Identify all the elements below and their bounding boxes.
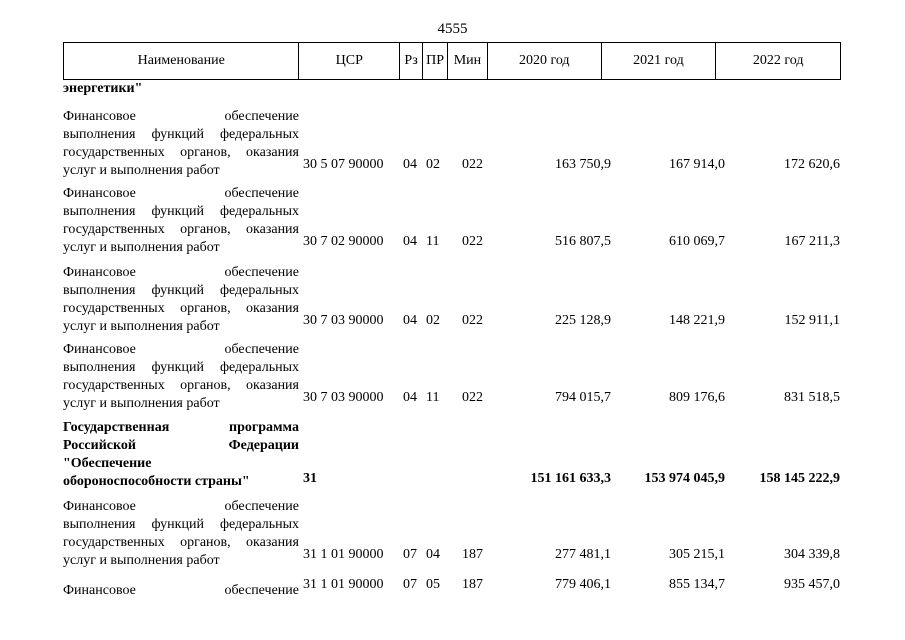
name-line: выполнения функций федеральных <box>63 204 299 219</box>
name-line: услуг и выполнения работ <box>63 319 220 334</box>
header-rz: Рз <box>400 43 423 79</box>
row-name <box>63 419 299 491</box>
row-2021: 153 974 045,9 <box>644 471 725 486</box>
row-2022: 831 518,5 <box>784 390 840 405</box>
name-line: услуг и выполнения работ <box>63 396 220 411</box>
name-line: государственных органов, оказания <box>63 535 299 550</box>
row-pr: 04 <box>426 547 440 562</box>
name-line: Финансовое обеспечение <box>63 583 299 598</box>
row-2020: 225 128,9 <box>555 313 611 328</box>
row-rz: 04 <box>403 234 417 249</box>
name-line: Финансовое обеспечение <box>63 342 299 357</box>
row-min: 022 <box>462 157 483 172</box>
row-name <box>63 108 299 180</box>
row-rz: 04 <box>403 313 417 328</box>
row-csr: 30 7 02 90000 <box>303 234 384 249</box>
name-line: выполнения функций федеральных <box>63 127 299 142</box>
row-2020: 277 481,1 <box>555 547 611 562</box>
row-rz: 07 <box>403 547 417 562</box>
row-min: 022 <box>462 234 483 249</box>
row-pr: 02 <box>426 313 440 328</box>
name-line: государственных органов, оказания <box>63 301 299 316</box>
row-2022: 304 339,8 <box>784 547 840 562</box>
row-rz: 04 <box>403 157 417 172</box>
table-header <box>63 42 841 80</box>
row-rz: 04 <box>403 390 417 405</box>
name-line: Финансовое обеспечение <box>63 499 299 514</box>
row-2020: 779 406,1 <box>555 577 611 592</box>
name-line: "Обеспечение <box>63 456 152 471</box>
row-csr: 30 5 07 90000 <box>303 157 384 172</box>
row-name <box>63 264 299 336</box>
row-2020: 516 807,5 <box>555 234 611 249</box>
row-rz: 07 <box>403 577 417 592</box>
name-line: Финансовое обеспечение <box>63 109 299 124</box>
name-line: обороноспособности страны" <box>63 474 250 489</box>
row-min: 022 <box>462 313 483 328</box>
row-2021: 855 134,7 <box>669 577 725 592</box>
row-csr: 31 <box>303 471 317 486</box>
row-csr: 30 7 03 90000 <box>303 313 384 328</box>
row-csr: 31 1 01 90000 <box>303 547 384 562</box>
row-2021: 305 215,1 <box>669 547 725 562</box>
row-min: 022 <box>462 390 483 405</box>
name-line: выполнения функций федеральных <box>63 283 299 298</box>
row-pr: 11 <box>426 234 440 249</box>
row-name <box>63 341 299 413</box>
row-2020: 794 015,7 <box>555 390 611 405</box>
row-2021: 610 069,7 <box>669 234 725 249</box>
row-pr: 02 <box>426 157 440 172</box>
row-2022: 167 211,3 <box>784 234 840 249</box>
row-min: 187 <box>462 577 483 592</box>
row-min: 187 <box>462 547 483 562</box>
name-line: государственных органов, оказания <box>63 222 299 237</box>
row-csr: 31 1 01 90000 <box>303 577 384 592</box>
row-2022: 152 911,1 <box>784 313 840 328</box>
name-line: государственных органов, оказания <box>63 378 299 393</box>
row-2021: 148 221,9 <box>669 313 725 328</box>
name-line: Российской Федерации <box>63 438 299 453</box>
header-2022: 2022 год <box>752 53 804 68</box>
header-2020: 2020 год <box>488 43 602 79</box>
name-line: выполнения функций федеральных <box>63 360 299 375</box>
name-line: Государственная программа <box>63 420 299 435</box>
name-line: Финансовое обеспечение <box>63 186 299 201</box>
row-2021: 167 914,0 <box>669 157 725 172</box>
name-line: услуг и выполнения работ <box>63 240 220 255</box>
row-2022: 172 620,6 <box>784 157 840 172</box>
name-line: услуг и выполнения работ <box>63 553 220 568</box>
row-2021: 809 176,6 <box>669 390 725 405</box>
row-pr: 11 <box>426 390 440 405</box>
row-2022: 158 145 222,9 <box>759 471 840 486</box>
header-min: Мин <box>448 43 488 79</box>
header-pr: ПР <box>423 43 448 79</box>
continuation-text: энергетики" <box>63 81 143 96</box>
header-2021: 2021 год <box>602 43 717 79</box>
name-line: выполнения функций федеральных <box>63 517 299 532</box>
row-name <box>63 498 299 570</box>
row-2022: 935 457,0 <box>784 577 840 592</box>
name-line: Финансовое обеспечение <box>63 265 299 280</box>
row-csr: 30 7 03 90000 <box>303 390 384 405</box>
row-2020: 151 161 633,3 <box>530 471 611 486</box>
page-number: 4555 <box>437 21 468 37</box>
row-name <box>63 185 299 257</box>
row-2020: 163 750,9 <box>555 157 611 172</box>
row-pr: 05 <box>426 577 440 592</box>
header-csr: ЦСР <box>299 43 400 79</box>
name-line: государственных органов, оказания <box>63 145 299 160</box>
row-name <box>63 582 299 600</box>
header-name: Наименование <box>64 43 299 79</box>
name-line: услуг и выполнения работ <box>63 163 220 178</box>
